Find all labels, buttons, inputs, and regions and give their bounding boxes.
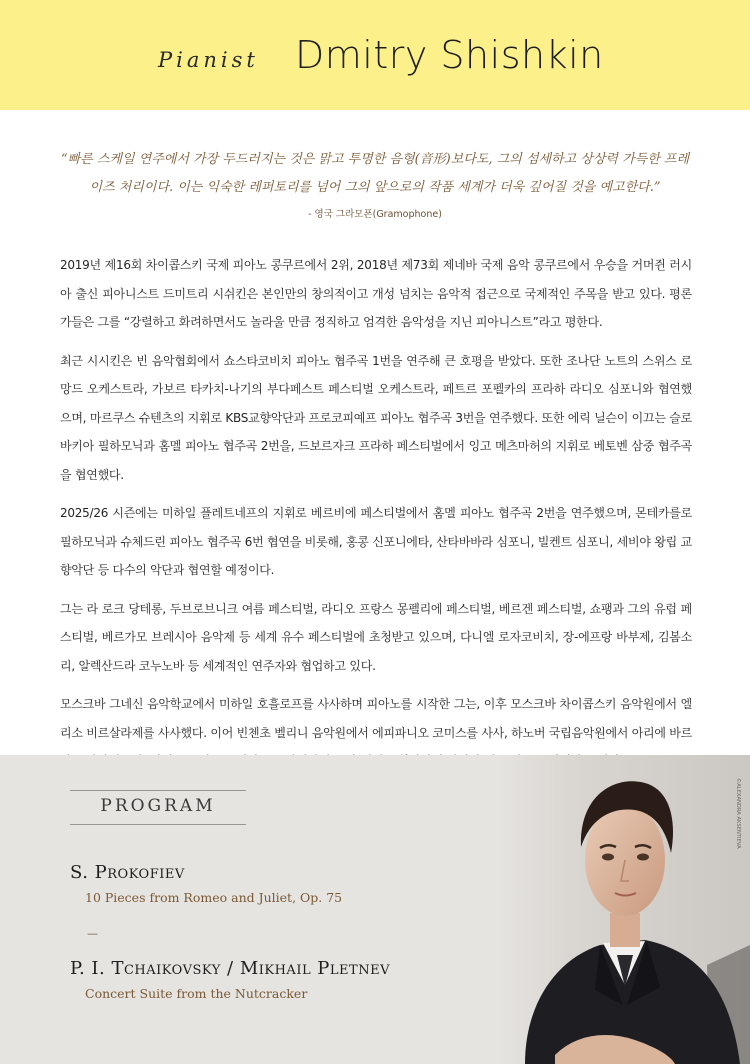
bio-paragraph: 그는 라 로크 당테롱, 두브로브니크 여름 페스티벌, 라디오 프랑스 몽펠리에 페스티벌, 베르겐 페스티벌, 쇼팽과 그의 유럽 페스티벌, 베르가모 브레시아 음악제 등 세계 유수 페스티벌에 초청받고 있으며, 다니엘 로자코비치, 장-에프랑 바부제, 김봄소리, 알렉산드라 코누노바 등 세계적인 연주자와 협업하고 있다. [60, 601, 692, 673]
artist-photo [495, 755, 750, 1064]
bio-paragraph: 최근 시시킨은 빈 음악협회에서 쇼스타코비치 피아노 협주곡 1번을 연주해 큰 호평을 받았다. 또한 조나단 노트의 스위스 로망드 오케스트라, 가보르 타카치-나기의 부다페스트 페스티벌 오케스트라, 페트르 포펠카의 프라하 라디오 심포니와 협연했으며, 마르쿠스 슈텐츠의 지휘로 KBS교향악단과 프로코피예프 피아노 협주곡 3번을 연주했다. 또한 에릭 닐슨이 이끄는 슬로바키아 필하모닉과 홈멜 피아노 협주곡 2번을, 드보르자크 프라하 페스티벌에서 잉고 메츠마허의 지휘로 베토벤 삼중 협주곡을 협연했다. [60, 353, 692, 482]
bio-paragraph: 2019년 제16회 차이콥스키 국제 피아노 콩쿠르에서 2위, 2018년 제73회 제네바 국제 음악 콩쿠르에서 우승을 거머쥔 러시아 출신 피아니스트 드미트리 시쉬킨은 본인만의 창의적이고 개성 넘치는 음악적 접근으로 국제적인 주목을 받고 있다. 평론가들은 그를 “강렬하고 화려하면서도 놀라울 만큼 정직하고 엄격한 음악성을 지닌 피아니스트”라고 평한다. [60, 258, 692, 329]
program-separator: — [87, 927, 98, 940]
work-title: 10 Pieces from Romeo and Juliet, Op. 75 [85, 890, 343, 905]
work-title: Concert Suite from the Nutcracker [85, 986, 308, 1001]
review-quote: “빠른 스케일 연주에서 가장 두드러지는 것은 맑고 투명한 음형(音形)보다도, 그의 섬세하고 상상력 가득한 프레이즈 처리이다. 이는 익숙한 레퍼토리를 넘어 그의 앞으로의 작품 세계가 더욱 깊어질 것을 예고한다.” [60, 152, 690, 195]
svg-text:©ALEXANDRA AKSENTIEVA: ©ALEXANDRA AKSENTIEVA [735, 778, 741, 849]
composer-name: S. Prokofiev [70, 862, 185, 883]
program-rule-bottom [70, 824, 246, 825]
page-header [0, 0, 750, 110]
program-rule-top [70, 790, 246, 791]
quote-source: - 영국 그라모폰(Gramophone) [308, 209, 442, 220]
artist-name: Dmitry Shishkin [295, 33, 604, 77]
program-heading: PROGRAM [100, 796, 216, 816]
composer-name: P. I. Tchaikovsky / Mikhail Pletnev [70, 958, 390, 979]
biography [60, 251, 692, 786]
bio-paragraph: 모스크바 그네신 음악학교에서 미하일 호흘로프를 사사하며 피아노를 시작한 그는, 이후 모스크바 차이콥스키 음악원에서 엘리소 비르살라제를 사사했다. 이어 빈첸초 벨리니 음악원에서 에피파니오 코미스를 사사, 하노버 국립음악원에서 아리에 바르 [60, 697, 692, 740]
pianist-label: Pianist [158, 48, 259, 72]
bio-paragraph: 2025/26 시즌에는 미하일 플레트네프의 지휘로 베르비에 페스티벌에서 홈멜 피아노 협주곡 2번을 연주했으며, 몬테카를로 필하모닉과 슈체드린 피아노 협주곡 6번 협연을 비롯해, 홍콩 신포니에타, 산타바바라 심포니, 빌켄트 심포니, 세비야 왕립 교향악단 등 다수의 악단과 협연할 예정이다. [60, 506, 692, 577]
photo-credit [730, 778, 740, 858]
